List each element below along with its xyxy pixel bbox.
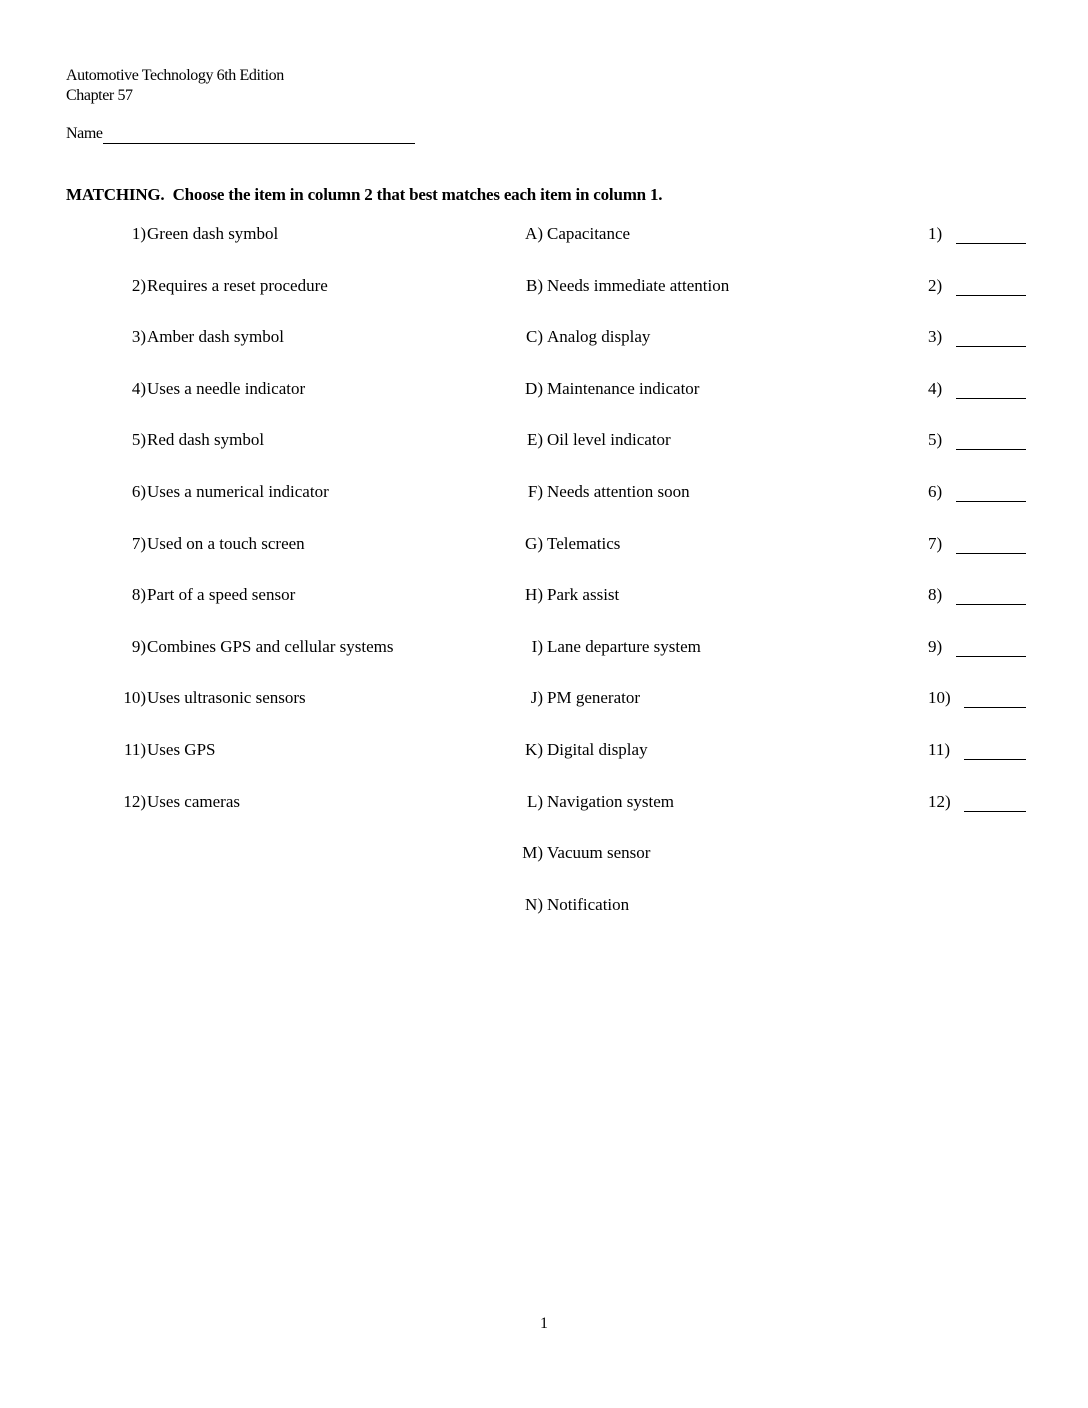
- answer-blank[interactable]: [964, 697, 1026, 708]
- answer-number: 11): [928, 740, 951, 759]
- answer-blank[interactable]: [956, 491, 1026, 502]
- answer-number: 7): [928, 534, 943, 553]
- term-number: 8): [131, 585, 146, 604]
- choice-text: PM generator: [547, 688, 641, 707]
- answer-blank[interactable]: [956, 388, 1026, 399]
- answer-blank[interactable]: [964, 749, 1026, 760]
- answer-number: 2): [928, 276, 943, 295]
- answer-number: 4): [928, 379, 943, 398]
- matching-row: [0, 635, 1088, 659]
- term-number: 12): [123, 792, 146, 811]
- answer-number: 12): [928, 792, 951, 811]
- matching-row: [0, 222, 1088, 246]
- answer-number: 6): [928, 482, 943, 501]
- choice-text: Navigation system: [547, 792, 675, 811]
- term-text: Amber dash symbol: [147, 327, 284, 346]
- term-text: Uses cameras: [147, 792, 240, 811]
- choice-letter: C): [526, 327, 543, 346]
- term-text: Uses ultrasonic sensors: [147, 688, 306, 707]
- term-number: 11): [123, 740, 146, 759]
- answer-number: 1): [928, 224, 943, 243]
- matching-row: [0, 583, 1088, 607]
- term-text: Uses a numerical indicator: [147, 482, 329, 501]
- term-text: Red dash symbol: [147, 430, 265, 449]
- term-text: Green dash symbol: [147, 224, 279, 243]
- matching-row: [0, 532, 1088, 556]
- choice-text: Needs immediate attention: [547, 276, 730, 295]
- choice-letter: J): [530, 688, 543, 707]
- choice-text: Analog display: [547, 327, 651, 346]
- term-text: Requires a reset procedure: [147, 276, 328, 295]
- choice-text: Lane departure system: [547, 637, 701, 656]
- choice-text: Capacitance: [547, 224, 631, 243]
- choice-text: Oil level indicator: [547, 430, 671, 449]
- answer-number: 10): [928, 688, 951, 707]
- choice-text: Vacuum sensor: [547, 843, 651, 862]
- book-title: Automotive Technology 6th Edition: [66, 67, 284, 84]
- choice-text: Needs attention soon: [547, 482, 690, 501]
- term-number: 1): [131, 224, 146, 243]
- matching-row: [0, 790, 1088, 814]
- choice-letter: D): [525, 379, 543, 398]
- choice-letter: N): [525, 895, 543, 914]
- choice-letter: M): [522, 843, 543, 862]
- term-number: 6): [131, 482, 146, 501]
- matching-row: [0, 893, 1088, 917]
- choice-letter: B): [526, 276, 543, 295]
- name-field-row: [66, 124, 415, 144]
- answer-number: 9): [928, 637, 943, 656]
- name-label: Name: [66, 125, 103, 142]
- term-number: 9): [131, 637, 146, 656]
- term-text: Combines GPS and cellular systems: [147, 637, 394, 656]
- choice-letter: G): [525, 534, 543, 553]
- term-number: 3): [131, 327, 146, 346]
- answer-blank[interactable]: [956, 233, 1026, 244]
- choice-text: Telematics: [547, 534, 621, 553]
- term-text: Used on a touch screen: [147, 534, 305, 553]
- answer-number: 8): [928, 585, 943, 604]
- chapter-label: Chapter 57: [66, 87, 133, 104]
- page-number: 1: [540, 1315, 548, 1332]
- choice-text: Notification: [547, 895, 630, 914]
- choice-letter: A): [525, 224, 543, 243]
- answer-blank[interactable]: [964, 801, 1026, 812]
- choice-letter: E): [526, 430, 543, 449]
- matching-row: [0, 428, 1088, 452]
- term-number: 5): [131, 430, 146, 449]
- matching-row: [0, 274, 1088, 298]
- term-number: 10): [123, 688, 146, 707]
- term-number: 4): [131, 379, 146, 398]
- choice-text: Digital display: [547, 740, 648, 759]
- answer-blank[interactable]: [956, 439, 1026, 450]
- answer-blank[interactable]: [956, 646, 1026, 657]
- answer-number: 5): [928, 430, 943, 449]
- answer-blank[interactable]: [956, 285, 1026, 296]
- choice-letter: L): [526, 792, 543, 811]
- choice-letter: K): [525, 740, 543, 759]
- matching-row: [0, 325, 1088, 349]
- choice-letter: I): [531, 637, 543, 656]
- choice-text: Park assist: [547, 585, 620, 604]
- answer-blank[interactable]: [956, 543, 1026, 554]
- term-number: 2): [131, 276, 146, 295]
- instructions: MATCHING. Choose the item in column 2 that best matches each item in column 1.: [66, 185, 663, 204]
- matching-row: [0, 480, 1088, 504]
- name-field[interactable]: [103, 125, 415, 144]
- term-text: Uses GPS: [147, 740, 216, 759]
- matching-row: [0, 841, 1088, 865]
- choice-letter: H): [525, 585, 543, 604]
- term-text: Part of a speed sensor: [147, 585, 296, 604]
- term-text: Uses a needle indicator: [147, 379, 306, 398]
- answer-number: 3): [928, 327, 943, 346]
- choice-letter: F): [527, 482, 543, 501]
- choice-text: Maintenance indicator: [547, 379, 700, 398]
- answer-blank[interactable]: [956, 336, 1026, 347]
- term-number: 7): [131, 534, 146, 553]
- matching-row: [0, 738, 1088, 762]
- answer-blank[interactable]: [956, 594, 1026, 605]
- matching-row: [0, 377, 1088, 401]
- matching-row: [0, 686, 1088, 710]
